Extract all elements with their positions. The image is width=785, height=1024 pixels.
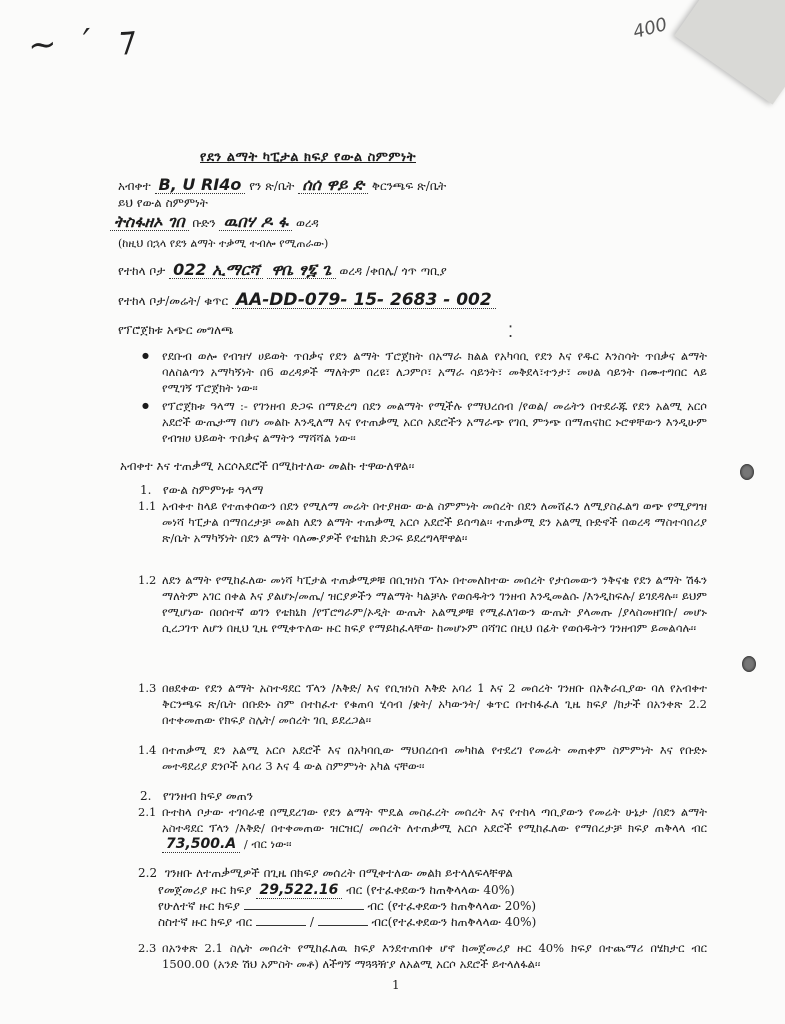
field-label: የተከላ ቦታ bbox=[118, 264, 166, 278]
clause-1-1 bbox=[138, 498, 707, 546]
payment-label: የሁለተኛ ዙር ክፍያ bbox=[158, 899, 240, 913]
clause-text: ቡተከላ ቦታው ተገባራዊ በሚደረገው የደን ልማት ሞዴል መስፈረት መሰረት እና የተከላ ጣቢያውን የመሬት ሁኔታ /በደን ልማት አስተዳደር ፕላን /እቅድ/ በተቀመጠው ዝርዝር/ መሰረት ለተጠቃሚ አርሶ አደሮች የሚከፈለው የማበረታቻ ክፍያ ጠቅላላ ብር bbox=[162, 805, 707, 835]
woreda-value: ዉበሃ ዶ ፋ bbox=[219, 214, 292, 231]
clause-number: 1.4 bbox=[138, 743, 157, 757]
field-label: የን ጽ/ቤት bbox=[249, 179, 295, 193]
project-summary-heading: የፕሮጀክቱ አጭር መግለጫ bbox=[118, 323, 234, 337]
clause-number: 1.2 bbox=[138, 573, 157, 587]
site-value: 022 ኢማርሻ bbox=[169, 262, 263, 279]
clause-2-1 bbox=[138, 804, 707, 853]
header-line-3 bbox=[110, 214, 319, 231]
page-number: 1 bbox=[392, 978, 400, 992]
blank-amount-line bbox=[256, 914, 306, 926]
handwritten-page-count: 400 bbox=[630, 13, 670, 44]
clause-1-2 bbox=[138, 572, 707, 636]
clause-1-3 bbox=[138, 680, 707, 728]
header-line-5 bbox=[118, 262, 447, 279]
office-value: ሰሰ ዋይ ድ bbox=[298, 177, 368, 194]
site-value-2: ዋቤ ፃ፯ ጌ bbox=[267, 262, 335, 279]
clause-text-tail: / ብር ነው፡፡ bbox=[243, 837, 292, 851]
clause-number: 1.3 bbox=[138, 681, 157, 695]
clause-text: ለደን ልማት የሚከፈለው መነሻ ካፒታል ተጠቃሚዎቹ በቢዝነስ ፕላኑ በተመለከተው መሰረት የታሰመውን ንቅናቄ የደን ልማት ሽፋን ማለትም አገር በቀል እና ያልሆኑ/መጤ/ ዝርያዎችን ማልማት ካልቻሉ የወሰዱትን ገንዘብ እንዲመልሱ /እንዲከፍሉ/ ይገደዳሉ፡፡ ይህም የሚሆነው በዐሰተኛ ወገን የቴክኒክ /የፕሮግራም/ኦዲት ውጤት አልሚዎቹ የሚፈለገውን ውጤት ያላመጡ /ያላስመዘገቡ/ መሆኑ ሲረጋገጥ ለሆን በዚህ ጊዜ የሚቀጥለው ዙር ክፍያ የማይከፈላቸው ከመሆኑም በሻገር በዚህ በፊት የወሰዱትን ገንዘብም ይመልሳሉ፡፡ bbox=[162, 573, 707, 635]
clause-text: በአንቀጽ 2.1 ስሌት መሰረት የሚከፈለዉ ክፍያ እንደተጠበቀ ሆኖ ከመጀመሪያ ዙር 40% ክፍያ በተጨማሪ በሄክታር ብር 1500.00 (አንድ ሽህ አምስት መቶ) ለችግኝ ማጓጓዥያ ለአልሚ አርሶ አደሮች ይተላለፋል፡፡ bbox=[162, 941, 707, 971]
branch-value: B, U RI4o bbox=[155, 177, 246, 194]
blank-amount-line bbox=[244, 898, 364, 910]
payment-note: ብር (የተፈቀደውን ከጠቅላላው 40%) bbox=[346, 883, 515, 897]
payment-row-1 bbox=[158, 882, 515, 899]
clause-text: አብቀተ ከላይ የተጠቀሰውን በደን የሚለማ መሬት በተያዘው ውል ስምምነት መሰረት በደን ለመሸፈን ለሚያስፈልግ ወጭ የሚያግዝ መነሻ ካፒታል በማበረታቻ መልክ ለደን ልማት ተጠቃሚ አርሶ አደሮች ይሰጣል፡፡ ተጠቃሚ ደን አልሚ ቡድኖች በወረዳ ማስተባበሪያ ጽ/ቤት አማካኝነት በደን ልማት ባለሙያዎች የቴክኒክ ድጋፍ ይደረግላቸዋል፡፡ bbox=[162, 499, 707, 545]
payment-label: ስስተኛ ዙር ክፍያ ብር bbox=[158, 915, 253, 929]
clause-number: 1.1 bbox=[138, 499, 157, 513]
clause-text: በተጠቃሚ ደን አልሚ አርሶ አደሮች እና በአካባቢው ማህበረሰብ መካከል የተደረገ የመሬት መጠቀም ስምምነት እና የቡድኑ መተዳደሪያ ደንቦች አባሪ 3 እና 4 ውል ስምምነት አካል ናቸው፡፡ bbox=[162, 743, 707, 773]
payment-row-2 bbox=[158, 898, 536, 914]
field-label: የተከላ ቦታ/መሬት/ ቁጥር bbox=[118, 294, 229, 308]
payment-note: ብር(የተፈቀደውን ከጠቅላላው 40%) bbox=[371, 915, 537, 929]
section-title: የውል ስምምነቱ ዓላማ bbox=[162, 483, 264, 497]
clause-2-2 bbox=[138, 865, 513, 881]
clause-2-3 bbox=[138, 940, 707, 972]
section-2-heading bbox=[140, 788, 253, 804]
header-line-4: (ከዚህ በኋላ የደን ልማት ተቃሚ ተብሎ የሚጠራው) bbox=[118, 237, 329, 250]
site-number-value: AA-DD-079- 15- 2683 - 002 bbox=[232, 292, 496, 309]
clause-number: 2.3 bbox=[138, 941, 157, 955]
field-label: አብቀተ bbox=[118, 179, 151, 193]
group-name-value: ትስፋዘኦ ገበ bbox=[110, 214, 189, 231]
field-label: ወረዳ /ቀበሌ/ ጎጥ ጣቢያ bbox=[339, 264, 447, 278]
clause-number: 2.1 bbox=[138, 805, 157, 819]
pen-mark-icon: ⁚ bbox=[508, 322, 514, 341]
payment-label: የመጀመሪያ ዙር ክፍያ bbox=[158, 883, 252, 897]
bullet-project-objective: ● የፕሮጀክቱ ዓላማ :- የገንዘብ ድጋፍ በማድረግ በደን መልማት የሚችሉ የማህረሰብ /የወል/ መሬትን በተደራጁ የደን አልሚ አርሶ አደሮች ውጤታማ በሆነ መልኩ እንዲለማ እና የተጠቃሚ አርሶ አደሮችን አማራጭ የገቢ ምንጭ በማጠናከር ኑሮዋቸውን እንዲሁም የብዝሀ ህይወት ጥበቃና ልማትን ማሻሻል ነው፡፡ bbox=[162, 398, 707, 446]
header-line-6 bbox=[118, 292, 496, 309]
header-line-1 bbox=[118, 177, 446, 194]
blank-amount-line bbox=[318, 914, 368, 926]
folded-corner bbox=[674, 0, 785, 104]
clause-1-4 bbox=[138, 742, 707, 774]
punch-hole-icon bbox=[740, 464, 754, 480]
bullet-project-background: ● የደቡብ ወሎ የብዝሃ ሀይወት ጥበቃና የደን ልማት ፕሮጀክት በአማራ ክልል የአካባቢ የደን እና የዱር እንስሳት ጥበቃና ልማት ባለስልጣን አማካኝነት በ6 ወረዳዎች ማለትም በረዩ፣ ለጋምቦ፣ አማራ ሳይንት፣ መቅደላ፣ተንታ፣ መሀል ሳይንት በሙተግበር ላይ የሚገኝ ፕሮጀክት ነው፡፡ bbox=[162, 348, 707, 396]
section-number: 2. bbox=[140, 789, 152, 803]
section-number: 1. bbox=[140, 483, 152, 497]
handwritten-marks: ~ ′ ⁊ bbox=[26, 18, 144, 66]
first-payment-value: 29,522.16 bbox=[256, 882, 343, 899]
clause-text: ገንዘቡ ለተጠቃሚዎች በጊዜ በክፍያ መሰረት በሚቀተለው መልክ ይተላለፍላቸዋል bbox=[164, 866, 513, 880]
document-title: የደን ልማት ካፒታል ክፍያ የውል ስምምነት bbox=[200, 150, 416, 165]
field-label: ቡድን bbox=[192, 216, 216, 230]
punch-hole-icon bbox=[742, 656, 756, 672]
payment-note: ብር (የተፈቀደውን ከጠቅላላው 20%) bbox=[367, 899, 537, 913]
field-label: ቅርንጫፍ ጽ/ቤት bbox=[371, 179, 447, 193]
clause-text: በፀደቀው የደን ልማት አስተዳደር ፕላን /እቅድ/ እና የቢዝነስ እቅድ አባሪ 1 እና 2 መሰረት ገንዘቡ በአቅራቢያው ባለ የአብቀተ ቅርንጫፍ ጽ/ቤት በቡድኑ ስም በተከፈተ የቁጠባ ሂሳብ /ቋት/ አካውንት/ ቁጥር በተከፋፈለ ጊዜ ክፍያ /ከታች በአንቀጽ 2.2 በተቀመጠው የክፍያ ስሌት/ መሰረት ገቢ ይደረጋል፡፡ bbox=[162, 681, 707, 727]
section-1-heading bbox=[140, 482, 263, 498]
total-amount-value: 73,500.A bbox=[162, 836, 240, 853]
section-title: የገንዘብ ክፍያ መጠን bbox=[162, 789, 253, 803]
agreement-intro: አብቀተ እና ተጠቃሚ አርሶአደሮች በሚከተለው መልኩ ተዋውለዋል፡፡ bbox=[120, 459, 415, 473]
field-label: ወረዳ bbox=[295, 216, 319, 230]
payment-row-3: ስስተኛ ዙር ክፍያ ብር / ብር(የተፈቀደውን ከጠቅላላው 40%) bbox=[158, 915, 537, 929]
clause-number: 2.2 bbox=[138, 866, 158, 880]
header-line-2: ይህ የውል ስምምነት bbox=[118, 196, 208, 210]
